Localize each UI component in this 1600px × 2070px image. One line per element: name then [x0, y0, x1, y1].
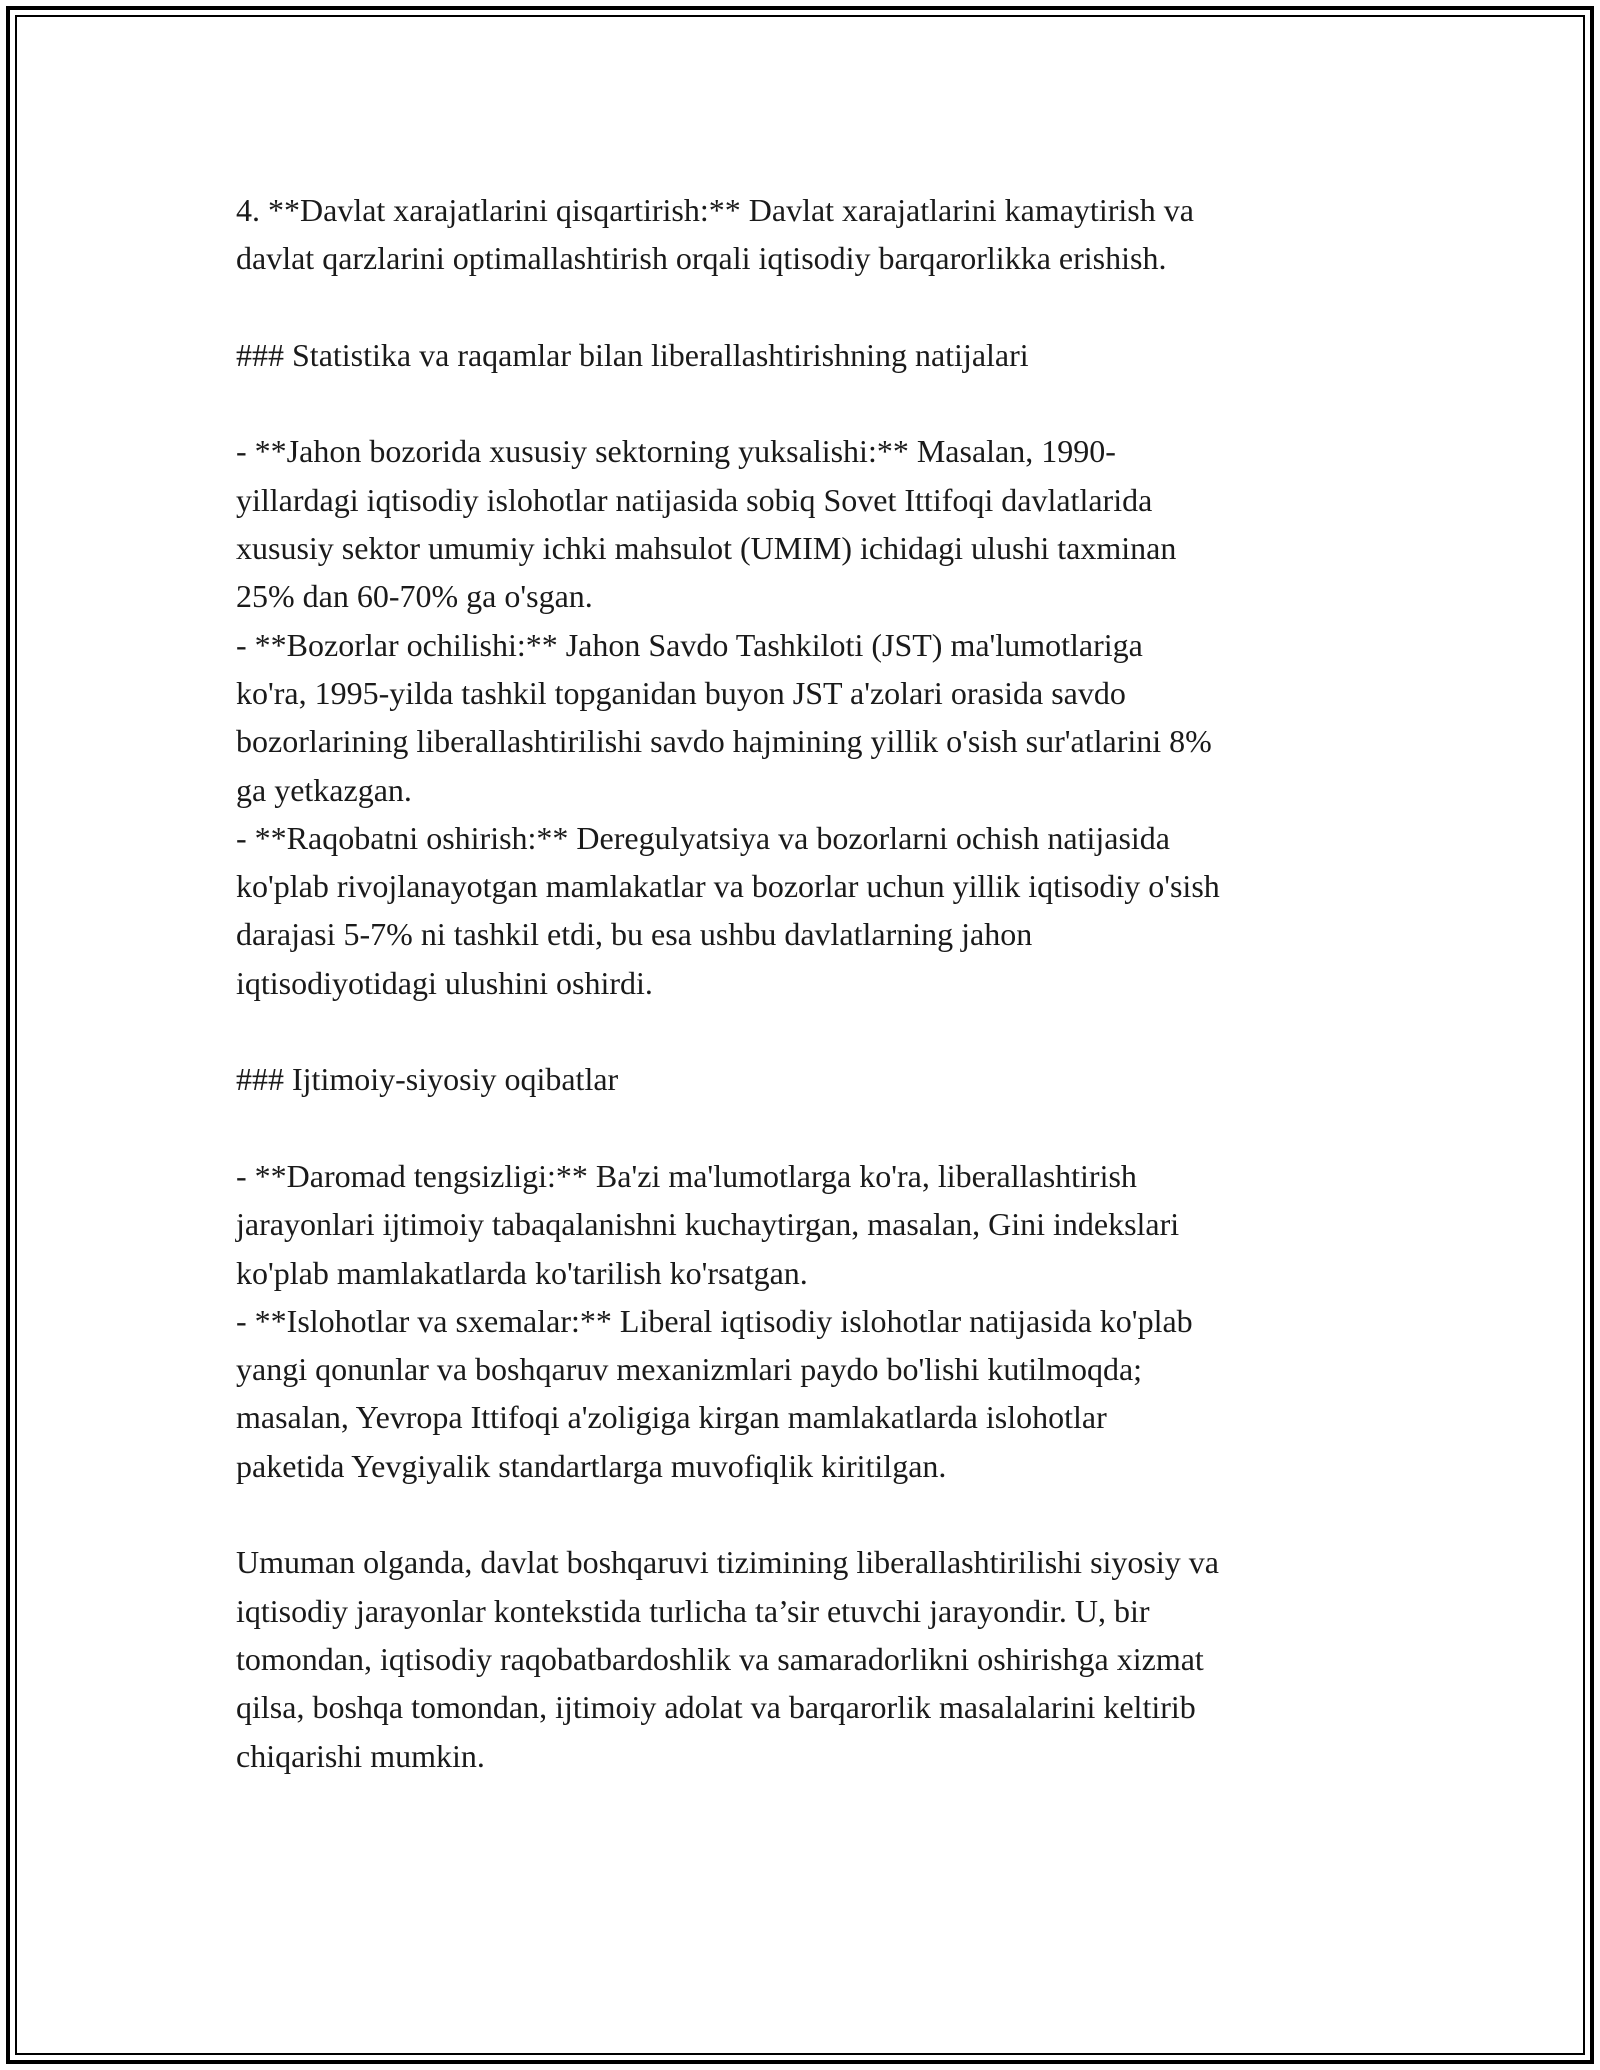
document-body [236, 186, 1376, 1780]
paragraph-gap [236, 379, 1376, 427]
paragraph-gap [236, 283, 1376, 331]
list-item-competition: - **Raqobatni oshirish:** Deregulyatsiya va bozorlarni ochish natijasida ko'plab rivojlanayotgan mamlakatlar va bozorlar uchun yillik iqtisodiy o'sish darajasi 5-7% ni tashkil etdi, bu esa ushbu davlatlarning jahon iqtisodiyotidagi ulushini oshirdi. [236, 819, 1220, 1001]
section-heading-social: ### Ijtimoiy-siyosiy oqibatlar [236, 1061, 619, 1098]
list-item-reforms: - **Islohotlar va sxemalar:** Liberal iqtisodiy islohotlar natijasida ko'plab yangi qonunlar va boshqaruv mexanizmlari paydo bo'lishi kutilmoqda; masalan, Yevropa Ittifoqi a'zoligiga kirgan mamlakatlarda islohotlar paketida Yevgiyalik standartlarga muvofiqlik kiritilgan. [236, 1302, 1193, 1484]
list-item-spending-cuts: 4. **Davlat xarajatlarini qisqartirish:** Davlat xarajatlarini kamaytirish va davlat qarzlarini optimallashtirish orqali iqtisodiy barqarorlikka erishish. [236, 192, 1194, 277]
paragraph-gap [236, 1104, 1376, 1152]
section-heading-statistics: ### Statistika va raqamlar bilan liberallashtirishning natijalari [236, 336, 1029, 373]
paragraph-gap [236, 1490, 1376, 1538]
paragraph-gap [236, 1007, 1376, 1055]
list-item-private-sector: - **Jahon bozorida xususiy sektorning yuksalishi:** Masalan, 1990- yillardagi iqtisodiy islohotlar natijasida sobiq Sovet Ittifoqi davlatlarida xususiy sektor umumiy ichki mahsulot (UMIM) ichidagi ulushi taxminan 25% dan 60-70% ga o'sgan. [236, 433, 1177, 615]
list-item-income-inequality: - **Daromad tengsizligi:** Ba'zi ma'lumotlarga ko'ra, liberallashtirish jarayonlari ijtimoiy tabaqalanishni kuchaytirgan, masalan, Gini indekslari ko'plab mamlakatlarda ko'tarilish ko'rsatgan. [236, 1157, 1180, 1291]
list-item-market-opening: - **Bozorlar ochilishi:** Jahon Savdo Tashkiloti (JST) ma'lumotlariga ko'ra, 1995-yilda tashkil topganidan buyon JST a'zolari orasida savdo bozorlarining liberallashtirilishi savdo hajmining yillik o'sish sur'atlarini 8% ga yetkazgan. [236, 626, 1212, 808]
conclusion-paragraph: Umuman olganda, davlat boshqaruvi tizimining liberallashtirilishi siyosiy va iqtisodiy jarayonlar kontekstida turlicha ta’sir etuvchi jarayondir. U, bir tomondan, iqtisodiy raqobatbardoshlik va samaradorlikni oshirishga xizmat qilsa, boshqa tomondan, ijtimoiy adolat va barqarorlik masalalarini keltirib chiqarishi mumkin. [236, 1544, 1219, 1774]
